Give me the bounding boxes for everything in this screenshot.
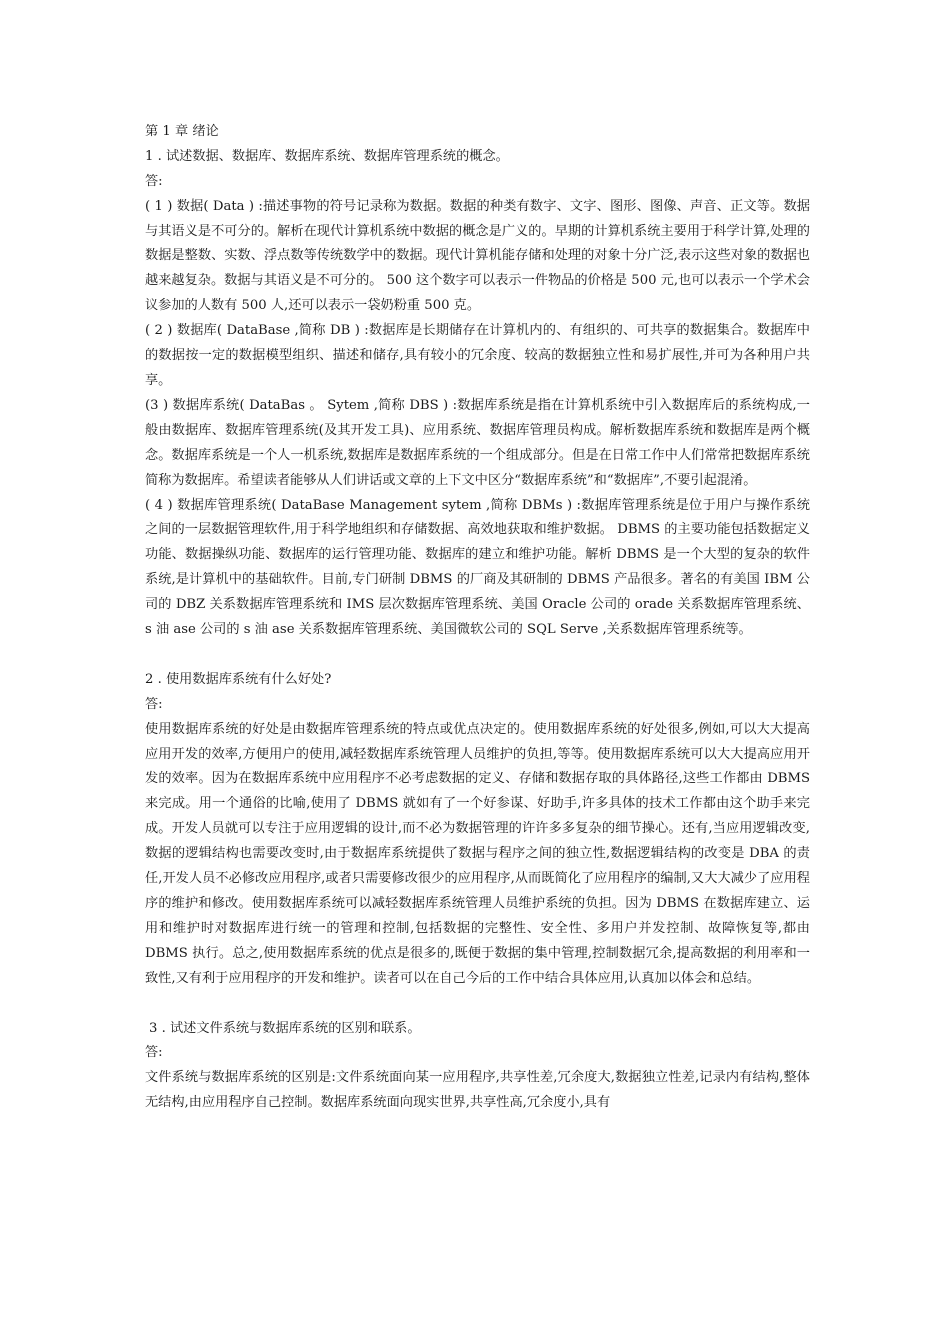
q1-paragraph-dbs: (3 ) 数据库系统( DataBas 。 Sytem ,简称 DBS ) :数据库系统是指在计算机系统中引入数据库后的系统构成,一般由数据库、数据库管理系统(及其开发工具)、应用系统、数据库管理员构成。解析数据库系统和数据库是两个概念。数据库系统是一个人一机系统,数据库是数据库系统的一个组成部分。但是在日常工作中人们常常把数据库系统简称为数据库。希望读者能够从人们讲话或文章的上下文中区分“数据库系统”和“数据库”,不要引起混淆。 — [145, 397, 810, 488]
q2-paragraph: 使用数据库系统的好处是由数据库管理系统的特点或优点决定的。使用数据库系统的好处很多,例如,可以大大提高应用开发的效率,方便用户的使用,减轻数据库系统管理人员维护的负担,等等。使用数据库系统可以大大提高应用开发的效率。因为在数据库系统中应用程序不必考虑数据的定义、存储和数据存取的具体路径,这些工作都由 DBMS 来完成。用一个通俗的比喻,使用了 DBMS 就如有了一个好参谋、好助手,许多具体的技术工作都由这个助手来完成。开发人员就可以专注于应用逻辑的设计,而不必为数据管理的许许多多复杂的细节操心。还有,当应用逻辑改变,数据的逻辑结构也需要改变时,由于数据库系统提供了数据与程序之间的独立性,数据逻辑结构的改变是 DBA 的责任,开发人员不必修改应用程序,或者只需要修改很少的应用程序,从而既简化了应用程序的编制,又大大减少了应用程序的维护和修改。使用数据库系统可以减轻数据库系统管理人员维护系统的负担。因为 DBMS 在数据库建立、运用和维护时对数据库进行统一的管理和控制,包括数据的完整性、安全性、多用户并发控制、故障恢复等,都由 DBMS 执行。总之,使用数据库系统的优点是很多的,既便于数据的集中管理,控制数据冗余,提高数据的利用率和一致性,又有利于应用程序的开发和维护。读者可以在自己今后的工作中结合具体应用,认真加以体会和总结。 — [145, 721, 810, 986]
spacer — [145, 992, 810, 1017]
answer-label-2: 答: — [145, 696, 163, 712]
q3-paragraph: 文件系统与数据库系统的区别是:文件系统面向某一应用程序,共享性差,冗余度大,数据独立性差,记录内有结构,整体无结构,由应用程序自己控制。数据库系统面向现实世界,共享性高,冗余度小,具有 — [145, 1070, 810, 1111]
chapter-title: 第 1 章 绪论 — [145, 124, 219, 139]
question-3: 3 . 试述文件系统与数据库系统的区别和联系。 — [149, 1020, 421, 1036]
q1-paragraph-data: ( 1 ) 数据( Data ) :描述事物的符号记录称为数据。数据的种类有数字、文字、图形、图像、声音、正文等。数据与其语义是不可分的。解析在现代计算机系统中数据的概念是广义的。早期的计算机系统主要用于科学计算,处理的数据是整数、实数、浮点数等传统数学中的数据。现代计算机能存储和处理的对象十分广泛,表示这些对象的数据也越来越复杂。数据与其语义是不可分的。 500 这个数字可以表示一件物品的价格是 500 元,也可以表示一个学术会议参加的人数有 500 人,还可以表示一袋奶粉重 500 克。 — [145, 198, 810, 314]
q1-paragraph-dbms: ( 4 ) 数据库管理系统( DataBase Management sytem ,简称 DBMs ) :数据库管理系统是位于用户与操作系统之间的一层数据管理软件,用于科学地组织和存储数据、高效地获取和维护数据。 DBMS 的主要功能包括数据定义功能、数据操纵功能、数据库的运行管理功能、数据库的建立和维护功能。解析 DBMS 是一个大型的复杂的软件系统,是计算机中的基础软件。目前,专门研制 DBMS 的厂商及其研制的 DBMS 产品很多。著名的有美国 IBM 公司的 DBZ 关系数据库管理系统和 IMS 层次数据库管理系统、美国 Oracle 公司的 orade 关系数据库管理系统、 s 油 ase 公司的 s 油 ase 关系数据库管理系统、美国微软公司的 SQL Serve ,关系数据库管理系统等。 — [145, 497, 810, 638]
q1-paragraph-database: ( 2 ) 数据库( DataBase ,简称 DB ) :数据库是长期储存在计算机内的、有组织的、可共享的数据集合。数据库中的数据按一定的数据模型组织、描述和储存,具有较小的冗余度、较高的数据独立性和易扩展性,并可为各种用户共享。 — [145, 323, 810, 389]
spacer — [145, 643, 810, 668]
answer-label-1: 答: — [145, 173, 163, 189]
question-1: 1 . 试述数据、数据库、数据库系统、数据库管理系统的概念。 — [145, 148, 509, 164]
answer-label-3: 答: — [145, 1045, 163, 1061]
document-page — [145, 120, 810, 1116]
question-2: 2 . 使用数据库系统有什么好处? — [145, 671, 332, 687]
